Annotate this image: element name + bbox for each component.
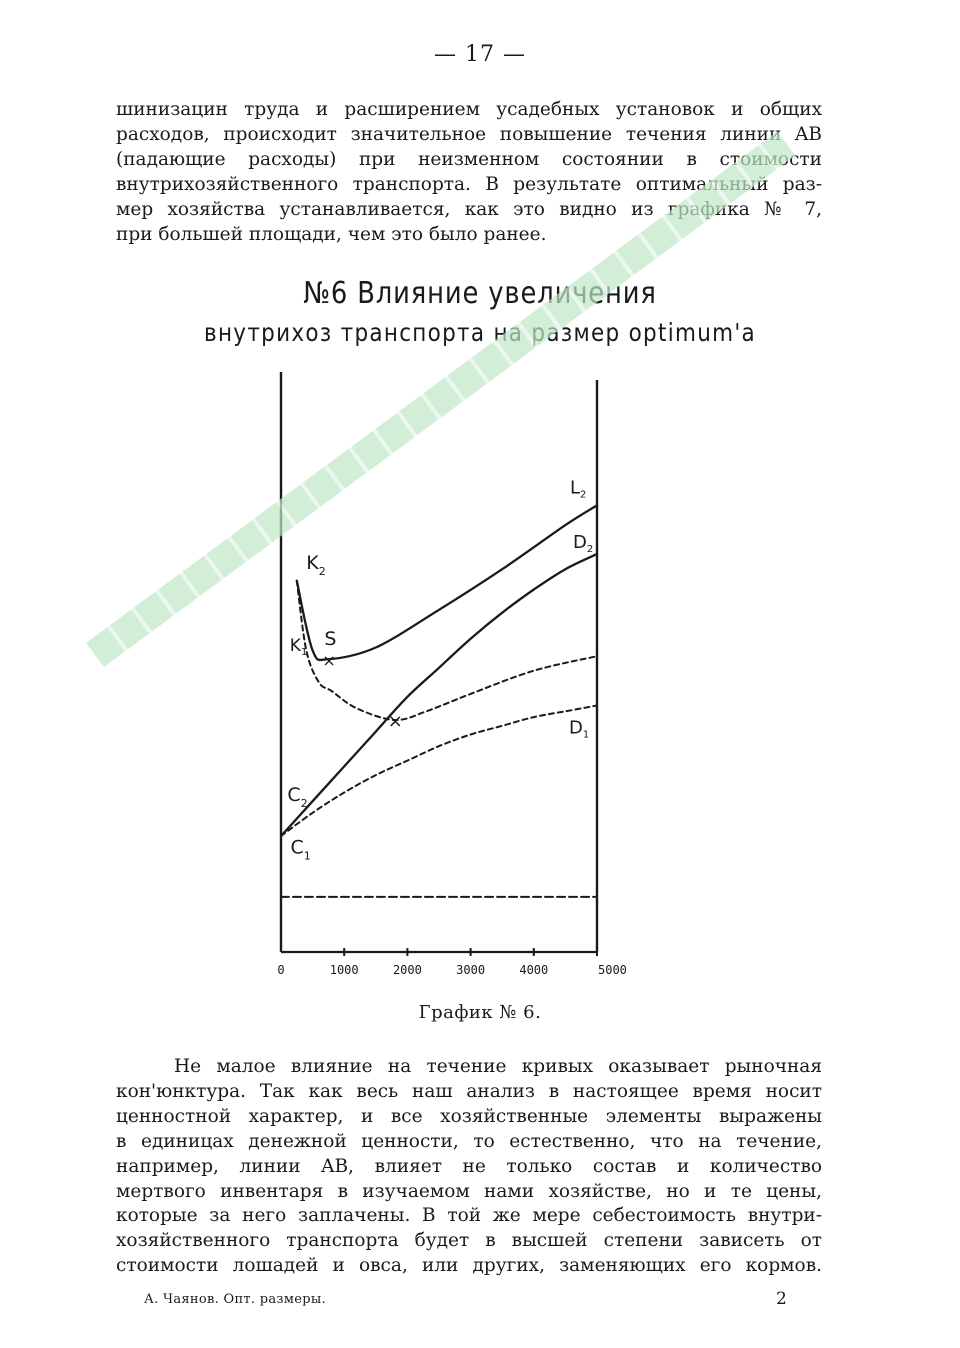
series-line-d1 bbox=[281, 706, 597, 837]
chart-title-line-2: внутрихоз транспорта на размер optimum'a bbox=[203, 318, 757, 347]
text-line: в единицах денежной ценности, то естественно, что на течение, bbox=[116, 1130, 822, 1152]
annotation-label: S bbox=[324, 628, 337, 651]
figure-caption: График № 6. bbox=[418, 1002, 542, 1023]
series-label: $K_1$ bbox=[289, 635, 308, 658]
series-label: $L_2$ bbox=[570, 477, 587, 501]
footer-author: А. Чаянов. Опт. размеры. bbox=[144, 1292, 326, 1307]
bottom-paragraph bbox=[116, 1055, 822, 1279]
annotation-label: $C_1$ bbox=[290, 836, 311, 863]
annotation-label: $K_2$ bbox=[306, 552, 326, 579]
footer-signature-mark: 2 bbox=[776, 1289, 787, 1309]
text-line: (падающие расходы) при неизменном состоянии в стоимости bbox=[116, 148, 822, 170]
text-line: мертвого инвентаря в изучаемом нами хозяйстве, но и те цены, bbox=[116, 1180, 822, 1202]
page-number: — 17 — bbox=[434, 42, 526, 67]
text-line: которые за него заплачены. В той же мере себестоимость внутри- bbox=[116, 1205, 822, 1227]
series-line-l2 bbox=[297, 505, 597, 660]
series-label: $D_2$ bbox=[573, 532, 594, 556]
x-tick-label: 0 bbox=[277, 963, 285, 977]
series-line-k1 bbox=[297, 581, 597, 720]
series-line-d2 bbox=[281, 554, 597, 836]
chart-title-line-1: №6 Влияние увеличения bbox=[303, 276, 657, 311]
series-label: $D_1$ bbox=[569, 717, 590, 741]
text-line: мер хозяйства устанавливается, как это видно из графика № 7, bbox=[116, 198, 822, 220]
text-line: при большей площади, чем это было ранее. bbox=[116, 223, 547, 245]
text-line: кон'юнктура. Так как весь наш анализ в настоящее время носит bbox=[116, 1080, 822, 1102]
text-line: ценностной характер, и все хозяйственные элементы выражены bbox=[116, 1105, 822, 1127]
annotation-label: $C_2$ bbox=[287, 784, 308, 811]
x-tick-label: 5000 bbox=[598, 963, 627, 977]
text-line: расходов, происходит значительное повышение течения линии AB bbox=[116, 123, 822, 145]
text-line: например, линии AB, влияет не только состав и количество bbox=[116, 1155, 822, 1177]
x-tick-label: 2000 bbox=[392, 963, 422, 977]
text-line: шинизацин труда и расширением усадебных установок и общих bbox=[116, 99, 822, 120]
text-line: стоимости лошадей и овса, или других, заменяющих его кормов. bbox=[116, 1255, 822, 1277]
x-tick-label: 1000 bbox=[329, 963, 359, 977]
text-line: внутрихозяйственного транспорта. В результате оптимальный раз- bbox=[116, 173, 822, 195]
x-tick-label: 3000 bbox=[456, 963, 486, 977]
x-tick-label: 4000 bbox=[519, 963, 549, 977]
intersection-marker: × bbox=[387, 711, 403, 732]
text-line: Не малое влияние на течение кривых оказывает рыночная bbox=[174, 1056, 822, 1077]
text-line: хозяйственного транспорта будет в высшей степени зависеть от bbox=[116, 1230, 822, 1252]
intersection-marker: × bbox=[322, 651, 336, 671]
